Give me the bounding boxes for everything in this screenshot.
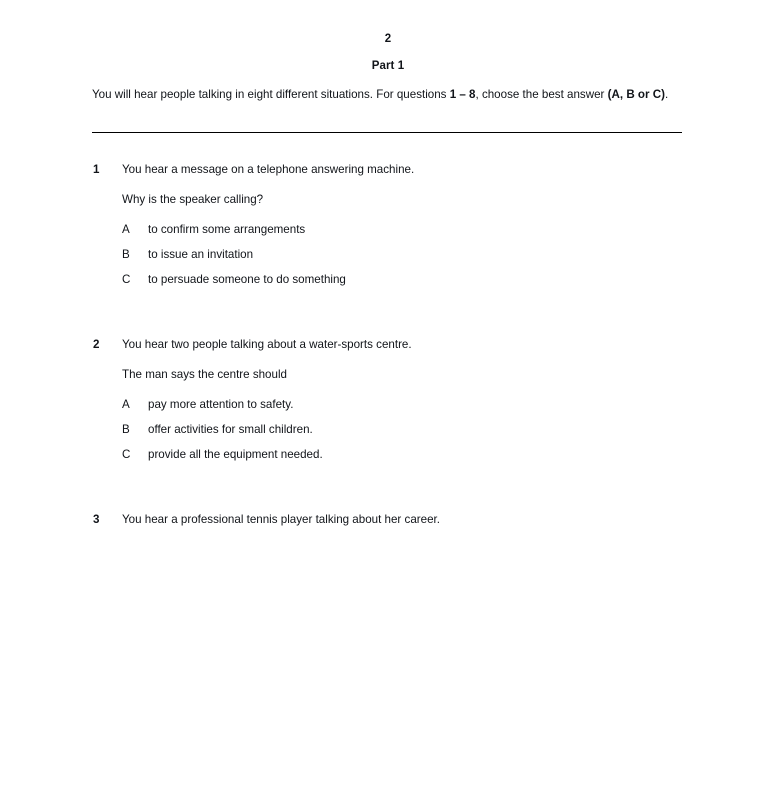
instructions-text-before: You will hear people talking in eight different situations. For questions <box>92 88 450 101</box>
answer-option-c[interactable] <box>0 273 759 298</box>
question-block <box>0 513 759 538</box>
option-text: provide all the equipment needed. <box>148 448 323 461</box>
option-letter: B <box>122 423 130 436</box>
question-number: 2 <box>93 338 100 351</box>
answer-option-a[interactable] <box>0 223 759 248</box>
question-prompt: Why is the speaker calling? <box>122 193 264 206</box>
part-title: Part 1 <box>371 60 405 72</box>
answer-option-c[interactable] <box>0 448 759 473</box>
instructions-text-after: , choose the best answer <box>475 88 605 101</box>
question-stem-row <box>0 338 759 363</box>
question-stem: You hear a professional tennis player talking about her career. <box>122 513 440 526</box>
question-prompt: The man says the centre should <box>122 368 287 381</box>
question-number: 1 <box>93 163 100 176</box>
answer-option-a[interactable] <box>0 398 759 423</box>
page-number: 2 <box>384 33 392 45</box>
option-text: to persuade someone to do something <box>148 273 346 286</box>
answer-option-b[interactable] <box>0 423 759 448</box>
option-text: pay more attention to safety. <box>148 398 294 411</box>
option-letter: A <box>122 398 130 411</box>
option-letter: A <box>122 223 130 236</box>
question-block <box>0 163 759 298</box>
question-stem-row <box>0 163 759 188</box>
question-block <box>0 338 759 473</box>
question-number: 3 <box>93 513 100 526</box>
option-letter: C <box>122 273 131 286</box>
option-text: to confirm some arrangements <box>148 223 306 236</box>
instructions-paragraph <box>92 86 678 104</box>
option-letter: C <box>122 448 131 461</box>
answer-option-b[interactable] <box>0 248 759 273</box>
question-prompt-row <box>0 193 759 218</box>
instructions-answer-options: (A, B or C) <box>607 88 665 101</box>
instructions-question-range: 1 – 8 <box>449 88 476 101</box>
option-text: offer activities for small children. <box>148 423 313 436</box>
horizontal-rule <box>92 132 682 133</box>
question-stem: You hear two people talking about a water-sports centre. <box>122 338 412 351</box>
question-stem: You hear a message on a telephone answering machine. <box>122 163 415 176</box>
question-prompt-row <box>0 368 759 393</box>
option-text: to issue an invitation <box>148 248 254 261</box>
question-stem-row <box>0 513 759 538</box>
option-letter: B <box>122 248 130 261</box>
instructions-text-end: . <box>664 88 669 101</box>
